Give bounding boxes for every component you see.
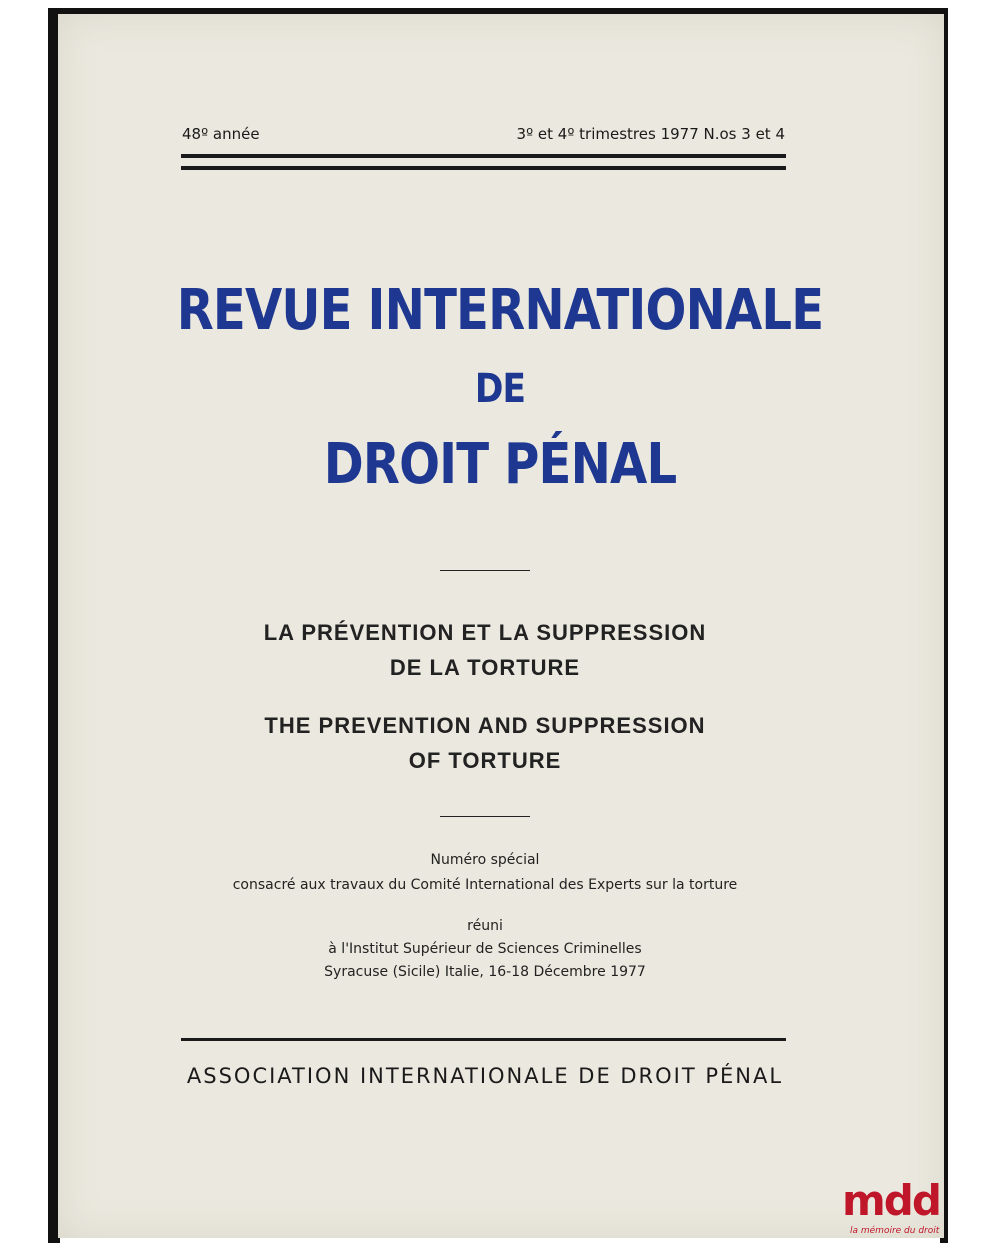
subtitle-en-line2: OF TORTURE — [408, 748, 562, 773]
journal-title-line2: DE — [474, 366, 526, 412]
journal-title-line1: REVUE INTERNATIONALE — [176, 278, 824, 343]
year-label: 48º année — [182, 125, 260, 143]
publisher-name: ASSOCIATION INTERNATIONALE DE DROIT PÉNAL — [186, 1064, 784, 1088]
subtitle-fr-line2: DE LA TORTURE — [389, 655, 581, 680]
divider-upper — [440, 570, 530, 571]
note-dedication: consacré aux travaux du Comité International des Experts sur la torture — [232, 877, 738, 893]
note-location-date: Syracuse (Sicile) Italie, 16-18 Décembre 1977 — [324, 964, 646, 980]
header-rule-bottom — [181, 166, 786, 170]
logo-tagline: la mémoire du droit — [850, 1226, 940, 1236]
divider-lower — [440, 816, 530, 817]
note-institute: à l'Institut Supérieur de Sciences Criminelles — [328, 941, 642, 957]
issue-label: 3º et 4º trimestres 1977 N.os 3 et 4 — [516, 125, 785, 143]
footer-rule — [181, 1038, 786, 1041]
logo-mark: mdd — [842, 1176, 940, 1225]
subtitle-fr-line1: LA PRÉVENTION ET LA SUPPRESSION — [263, 620, 707, 645]
watermark-logo — [842, 1176, 952, 1236]
header-rule-top — [181, 154, 786, 158]
note-meeting: réuni — [467, 918, 503, 934]
journal-title-line3: DROIT PÉNAL — [323, 432, 677, 497]
subtitle-en-line1: THE PREVENTION AND SUPPRESSION — [264, 713, 706, 738]
note-special-issue: Numéro spécial — [430, 852, 540, 868]
